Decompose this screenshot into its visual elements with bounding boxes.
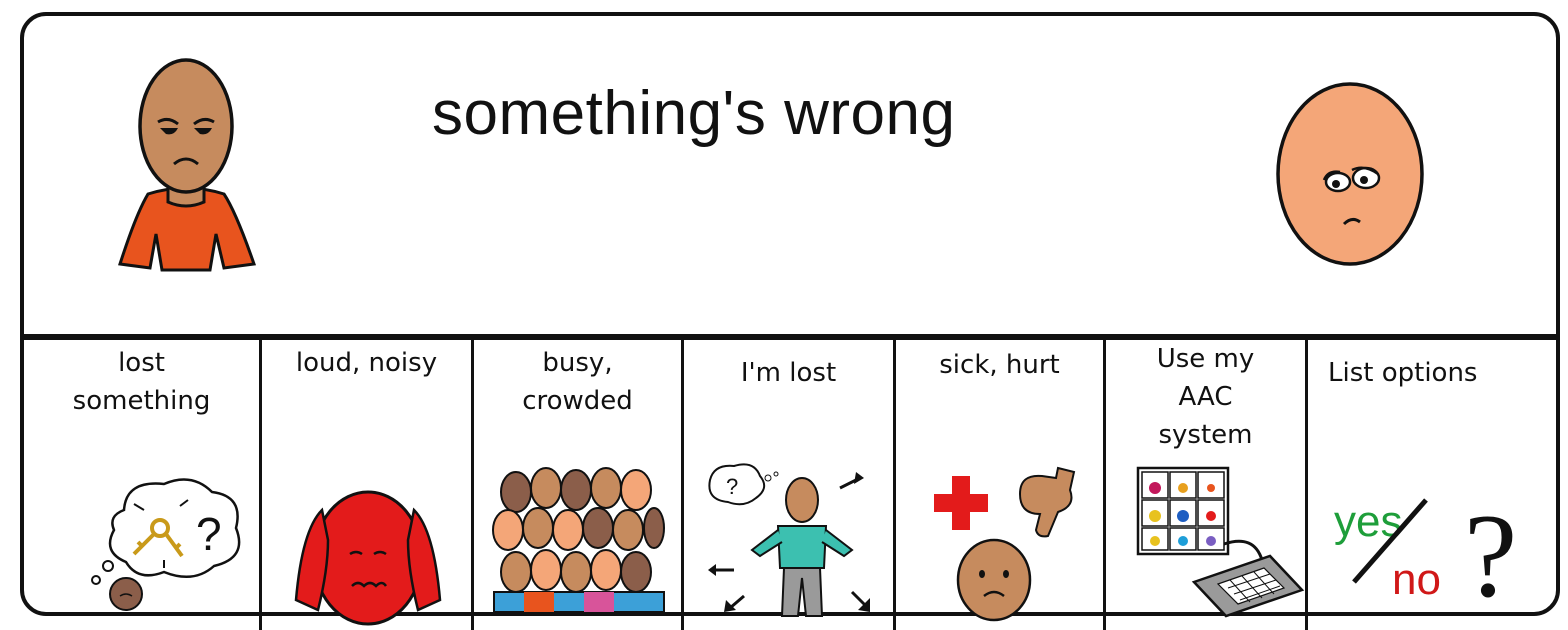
worried-egg-face-icon xyxy=(1270,78,1430,268)
cell-label: List options xyxy=(1328,358,1478,388)
svg-text:?: ? xyxy=(196,508,222,560)
aac-device-icon xyxy=(1134,464,1304,620)
red-cross-thumbs-down-icon xyxy=(920,470,1090,616)
cell-label: Use my AAC system xyxy=(1156,344,1255,450)
cell-label: sick, hurt xyxy=(939,350,1060,380)
cell-label: busy, crowded xyxy=(522,348,633,416)
cell-busy-crowded[interactable] xyxy=(474,340,684,630)
cell-sick-hurt[interactable] xyxy=(896,340,1106,630)
no-text: no xyxy=(1392,555,1441,604)
confused-person-arrows-icon xyxy=(700,460,880,620)
cell-im-lost[interactable] xyxy=(684,340,896,630)
lost-keys-thought-icon xyxy=(64,470,244,610)
cell-label: I'm lost xyxy=(740,358,837,388)
cell-use-my-aac-system[interactable] xyxy=(1106,340,1308,630)
board-header xyxy=(24,16,1556,340)
yes-no-question-icon xyxy=(1334,478,1524,622)
options-row xyxy=(24,340,1556,630)
crowd-icon xyxy=(494,468,664,614)
cell-loud-noisy[interactable] xyxy=(262,340,474,630)
svg-text:?: ? xyxy=(726,474,739,499)
sad-person-icon xyxy=(106,44,266,274)
cell-label: loud, noisy xyxy=(295,348,438,378)
yes-text: yes xyxy=(1334,497,1403,546)
covering-ears-icon xyxy=(288,470,448,620)
cell-lost-something[interactable] xyxy=(24,340,262,630)
board-title: something's wrong xyxy=(432,79,956,148)
cell-label: lost something xyxy=(72,348,211,416)
communication-board xyxy=(20,12,1560,622)
svg-text:?: ? xyxy=(1464,489,1518,622)
cell-list-options[interactable] xyxy=(1308,340,1568,630)
